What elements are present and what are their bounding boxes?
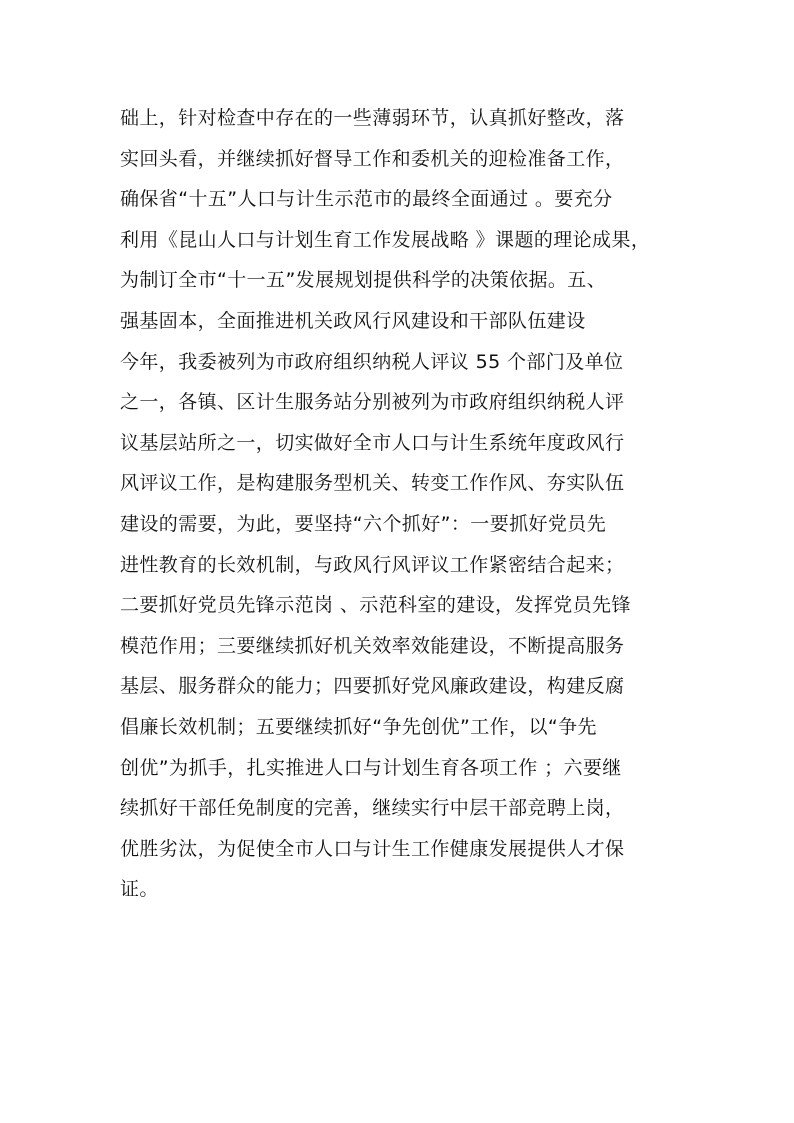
text-line-15: 基层、服务群众的能力；四要抓好党风廉政建设，构建反腐 [120, 675, 625, 698]
text-line-10: 风评议工作，是构建服务型机关、转变工作作风、夯实队伍 [120, 472, 625, 495]
text-line-3: 确保省“十五”人口与计生示范市的最终全面通过 。要充分 [120, 188, 613, 211]
text-line-4: 利用《昆山人口与计划生育工作发展战略 》课题的理论成果， [120, 228, 651, 251]
text-line-6: 强基固本，全面推进机关政风行风建设和干部队伍建设 [120, 309, 586, 332]
text-line-16: 倡廉长效机制；五要继续抓好“争先创优”工作，以“争先 [120, 715, 597, 738]
text-line-19: 优胜劣汰，为促使全市人口与计生工作健康发展提供人才保 [120, 837, 625, 860]
text-line-5: 为制订全市“十一五”发展规划提供科学的决策依据。五、 [120, 269, 607, 292]
text-line-1: 础上，针对检查中存在的一些薄弱环节，认真抓好整改，落 [120, 107, 625, 129]
text-line-17: 创优”为抓手，扎实推进人口与计划生育各项工作 ；六要继 [120, 756, 622, 779]
text-line-9: 议基层站所之一，切实做好全市人口与计生系统年度政风行 [120, 431, 625, 454]
text-line-11: 建设的需要，为此，要坚持“六个抓好”：一要抓好党员先 [120, 512, 607, 535]
text-line-7: 今年，我委被列为市政府组织纳税人评议 55 个部门及单位 [120, 350, 624, 373]
body-text [120, 98, 680, 910]
text-line-8: 之一，各镇、区计生服务站分别被列为市政府组织纳税人评 [120, 391, 625, 414]
text-line-20: 证。 [120, 878, 159, 901]
text-line-13: 二要抓好党员先锋示范岗 、示范科室的建设，发挥党员先锋 [120, 594, 631, 617]
text-line-14: 模范作用；三要继续抓好机关效率效能建设，不断提高服务 [120, 634, 625, 657]
text-line-18: 续抓好干部任免制度的完善，继续实行中层干部竞聘上岗， [120, 797, 625, 820]
text-line-12: 进性教育的长效机制，与政风行风评议工作紧密结合起来； [120, 553, 625, 576]
text-line-2: 实回头看，并继续抓好督导工作和委机关的迎检准备工作， [120, 147, 625, 170]
